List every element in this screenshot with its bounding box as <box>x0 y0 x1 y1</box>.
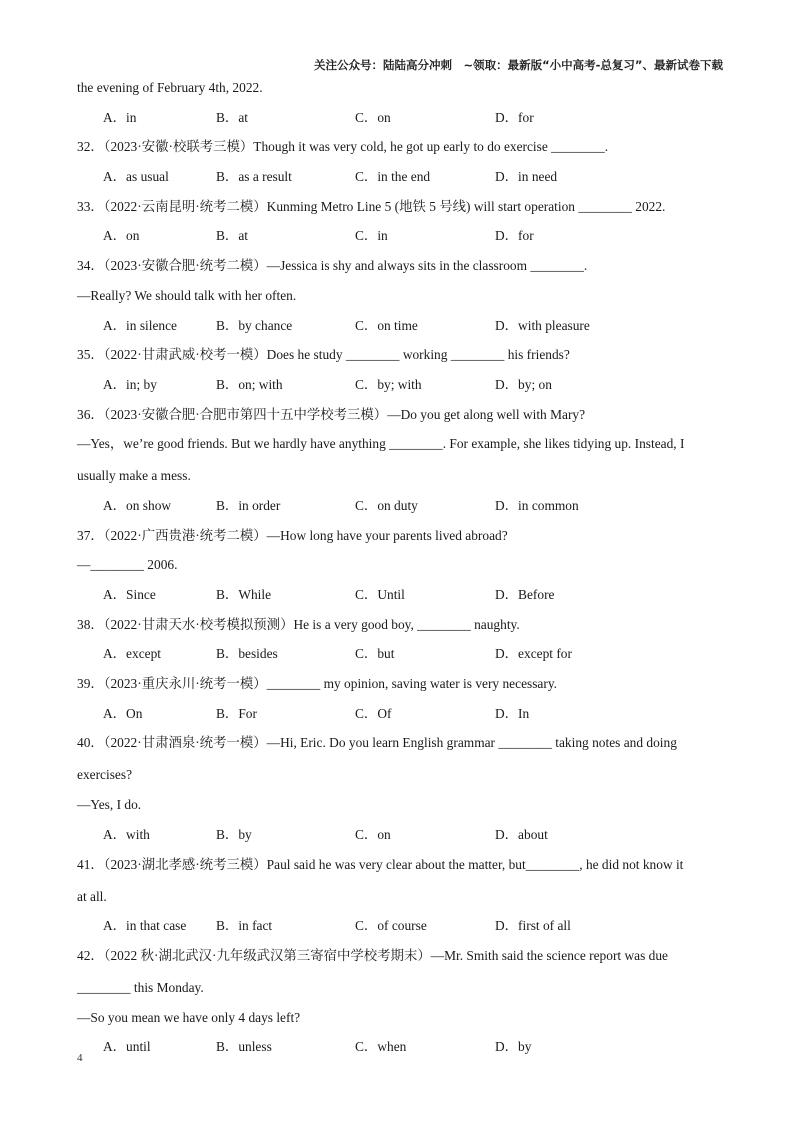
answer-option: A．in; by <box>103 376 157 392</box>
answer-option: A．On <box>103 705 143 721</box>
answer-option: D．first of all <box>495 918 571 934</box>
answer-option: B．at <box>216 109 248 125</box>
answer-option: D．Before <box>495 587 555 602</box>
answer-option: B．For <box>216 705 257 721</box>
answer-option: A．in silence <box>103 317 178 333</box>
answer-option: C．on <box>355 826 391 842</box>
answer-options-row <box>77 106 727 136</box>
question-text-line: —________ 2006. <box>77 557 178 573</box>
page-header-banner: 关注公众号：陆陆高分冲刺 ~领取：最新版“小中高考-总复习”、最新试卷下载 <box>313 58 723 72</box>
answer-option: D．about <box>495 826 548 842</box>
answer-options-row <box>77 823 727 853</box>
question-text-line: —Yes, I do. <box>77 797 142 813</box>
answer-option: D．for <box>495 228 534 244</box>
answer-option: C．in the end <box>355 169 431 185</box>
answer-option: A．in <box>103 109 137 125</box>
answer-option: C．by; with <box>355 376 422 392</box>
question-text-line: 40．（2022·甘肃酒泉·统考一模）—Hi, Eric. Do you learn English grammar ________ taking notes and doing <box>77 735 677 751</box>
answer-option: C．on <box>355 109 391 125</box>
answer-options-row <box>77 165 727 195</box>
question-text-line: 32．（2023·安徽·校联考三模）Though it was very cold, he got up early to do exercise ________. <box>77 139 609 155</box>
question-text-line: usually make a mess. <box>77 468 191 484</box>
answer-option: C．of course <box>355 918 427 934</box>
answer-options-row <box>77 583 727 613</box>
question-text-line: 34．（2023·安徽合肥·统考二模）—Jessica is shy and always sits in the classroom ________. <box>77 258 588 274</box>
answer-option: A．until <box>103 1039 151 1055</box>
answer-options-row <box>77 373 727 403</box>
question-text-line: 39．（2023·重庆永川·统考一模）________ my opinion, saving water is very necessary. <box>77 676 558 692</box>
answer-options-row <box>77 914 727 944</box>
question-text-line: 37．（2022·广西贵港·统考二模）—How long have your parents lived abroad? <box>77 527 508 543</box>
answer-option: B．unless <box>216 1039 272 1055</box>
answer-option: D．in need <box>495 169 558 185</box>
answer-option: A．except <box>103 646 162 662</box>
answer-option: A．on <box>103 228 140 244</box>
answer-option: C．but <box>355 646 395 662</box>
answer-options-row <box>77 702 727 732</box>
answer-option: B．in order <box>216 497 281 513</box>
question-text-line: 35．（2022·甘肃武威·校考一模）Does he study ________ working ________ his friends? <box>77 347 570 363</box>
question-list <box>77 76 727 1065</box>
question-text-line: —Really? We should talk with her often. <box>77 287 297 303</box>
question-text-line: —Yes，we’re good friends. But we hardly have anything ________. For example, she likes tidying up. Instead, I <box>77 436 685 452</box>
answer-option: B．by <box>216 826 252 842</box>
question-text-line: 41．（2023·湖北孝感·统考三模）Paul said he was very clear about the matter, but________, he did not know it <box>77 856 684 872</box>
answer-option: B．While <box>216 587 272 602</box>
answer-option: C．on time <box>355 317 418 333</box>
answer-options-row <box>77 314 727 344</box>
question-text-line: exercises? <box>77 767 133 783</box>
answer-option: A．as usual <box>103 169 169 185</box>
answer-option: B．in fact <box>216 918 273 934</box>
answer-option: B．as a result <box>216 169 292 185</box>
answer-option: C．Until <box>355 587 405 602</box>
question-text-line: ________ this Monday. <box>77 979 204 995</box>
answer-option: A．Since <box>103 587 156 602</box>
answer-option: D．In <box>495 705 530 721</box>
answer-option: D．except for <box>495 646 572 662</box>
answer-option: C．Of <box>355 705 392 721</box>
question-text-line: —So you mean we have only 4 days left? <box>77 1009 301 1025</box>
answer-option: B．at <box>216 228 248 244</box>
question-text-line: the evening of February 4th, 2022. <box>77 80 263 95</box>
question-text-line: 42．（2022 秋·湖北武汉·九年级武汉第三寄宿中学校考期末）—Mr. Smith said the science report was due <box>77 947 668 963</box>
answer-options-row <box>77 642 727 672</box>
answer-option: B．besides <box>216 646 278 662</box>
answer-option: A．with <box>103 826 150 842</box>
answer-option: B．by chance <box>216 317 293 333</box>
answer-options-row <box>77 224 727 254</box>
question-text-line: 38．（2022·甘肃天水·校考模拟预测）He is a very good boy, ________ naughty. <box>77 616 520 632</box>
answer-options-row <box>77 1035 727 1065</box>
answer-option: A．in that case <box>103 918 187 934</box>
answer-option: D．by <box>495 1039 532 1055</box>
answer-option: C．when <box>355 1039 407 1055</box>
answer-option: B．on; with <box>216 376 283 392</box>
answer-option: D．for <box>495 109 534 125</box>
page-number: 4 <box>77 1052 83 1064</box>
answer-option: C．on duty <box>355 497 418 513</box>
answer-option: D．in common <box>495 497 579 513</box>
question-text-line: 33．（2022·云南昆明·统考二模）Kunming Metro Line 5 (地铁 5 号线) will start operation ________ 2022. <box>77 198 666 214</box>
answer-option: A．on show <box>103 497 172 513</box>
question-text-line: 36．（2023·安徽合肥·合肥市第四十五中学校考三模）—Do you get along well with Mary? <box>77 406 586 422</box>
answer-option: D．with pleasure <box>495 317 590 333</box>
answer-option: D．by; on <box>495 376 552 392</box>
answer-option: C．in <box>355 228 388 244</box>
answer-options-row <box>77 494 727 524</box>
question-text-line: at all. <box>77 888 107 904</box>
